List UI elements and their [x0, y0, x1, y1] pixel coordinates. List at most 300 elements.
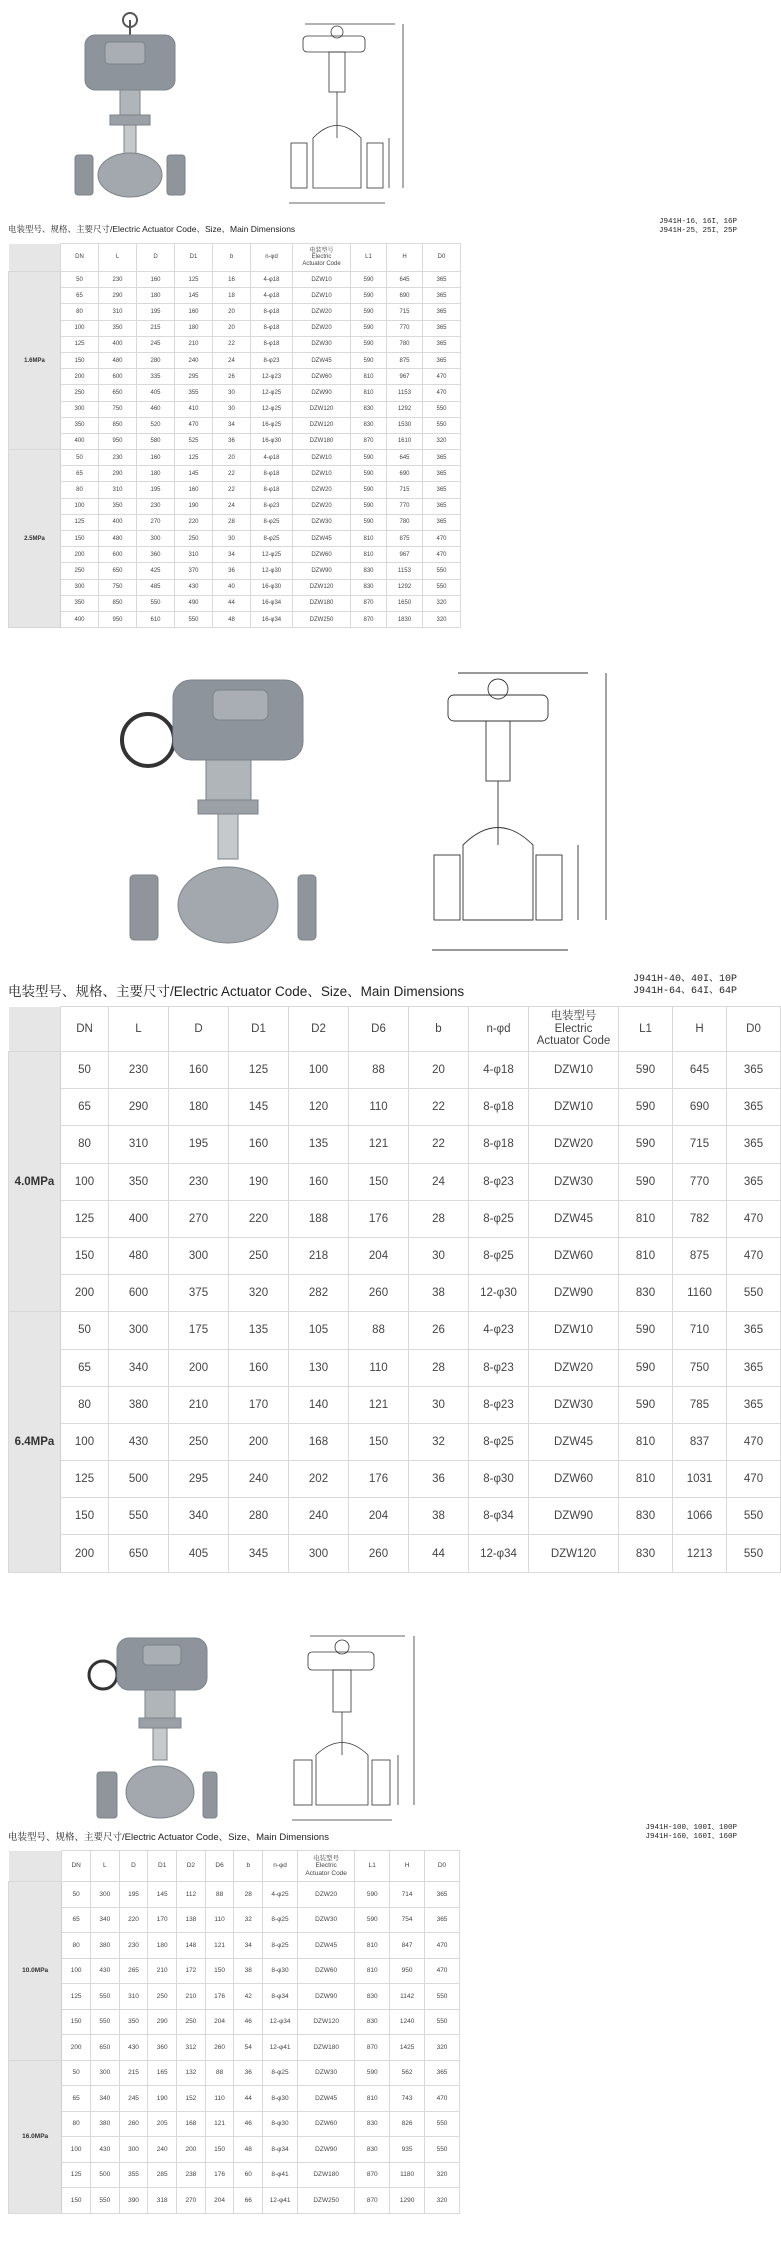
table-cell: 470: [727, 1461, 781, 1498]
table-cell: 967: [387, 369, 423, 385]
column-header-text: D: [131, 1862, 136, 1870]
table-row: [9, 304, 461, 320]
table-cell: 260: [349, 1535, 409, 1572]
table-cell: 88: [349, 1312, 409, 1349]
column-header-text: D2: [311, 1022, 326, 1035]
table-cell: 335: [137, 369, 175, 385]
table-cell: 50: [62, 1882, 91, 1908]
table-row: [9, 1237, 781, 1274]
table-row: [9, 1349, 781, 1386]
table-cell: 365: [423, 450, 461, 466]
table-cell: 50: [61, 272, 99, 288]
table-cell: 1530: [387, 417, 423, 433]
section-2: [0, 640, 764, 1600]
table-cell: 8-φ30: [263, 2111, 298, 2137]
table-cell: 425: [137, 563, 175, 579]
table-cell: 190: [148, 2086, 177, 2112]
table-cell: 230: [169, 1163, 229, 1200]
table-cell: 270: [177, 2188, 206, 2214]
table-cell: 48: [234, 2137, 263, 2163]
table-cell: 176: [205, 1984, 234, 2010]
table-cell: 32: [234, 1907, 263, 1933]
table-cell: 180: [175, 320, 213, 336]
table-cell: 830: [619, 1498, 673, 1535]
table-cell: 365: [727, 1386, 781, 1423]
table-cell: DZW30: [293, 336, 351, 352]
table-cell: DZW10: [529, 1052, 619, 1089]
table-cell: 46: [234, 2009, 263, 2035]
table-cell: DZW90: [529, 1275, 619, 1312]
table-cell: 30: [213, 531, 251, 547]
table-cell: 550: [423, 401, 461, 417]
column-header: [293, 244, 351, 272]
table-cell: 282: [289, 1275, 349, 1312]
table-cell: 480: [99, 352, 137, 368]
table-cell: 132: [177, 2060, 206, 2086]
column-header: [349, 1007, 409, 1052]
table-cell: 1160: [673, 1275, 727, 1312]
table-cell: 135: [289, 1126, 349, 1163]
table-cell: 22: [409, 1089, 469, 1126]
table-cell: 245: [137, 336, 175, 352]
table-row: [9, 595, 461, 611]
table-cell: 200: [229, 1423, 289, 1460]
table-cell: 550: [425, 2111, 460, 2137]
table-cell: 80: [61, 1386, 109, 1423]
valve-photo-icon: [89, 1638, 217, 1818]
table-cell: 600: [99, 369, 137, 385]
table-cell: 145: [148, 1882, 177, 1908]
table-cell: 810: [351, 547, 387, 563]
table-cell: 16-φ30: [251, 433, 293, 449]
table-cell: 485: [137, 579, 175, 595]
table-cell: DZW10: [293, 288, 351, 304]
table-cell: 140: [289, 1386, 349, 1423]
column-header: [619, 1007, 673, 1052]
table-row: [9, 1461, 781, 1498]
table-cell: 405: [169, 1535, 229, 1572]
column-header: [263, 1851, 298, 1882]
table-row: [9, 272, 461, 288]
table-cell: 743: [390, 2086, 425, 2112]
table-cell: 470: [425, 1958, 460, 1984]
column-header-text: H: [695, 1022, 704, 1035]
column-header: [177, 1851, 206, 1882]
table-cell: 310: [99, 304, 137, 320]
table-cell: 22: [213, 466, 251, 482]
table-cell: 550: [90, 1984, 119, 2010]
table-cell: 480: [99, 531, 137, 547]
table-cell: DZW10: [293, 272, 351, 288]
table-cell: 150: [61, 1498, 109, 1535]
table-cell: 950: [99, 611, 137, 627]
table-cell: 310: [109, 1126, 169, 1163]
table-cell: 202: [289, 1461, 349, 1498]
table-cell: DZW180: [293, 595, 351, 611]
table-row: [9, 336, 461, 352]
table-cell: 22: [409, 1126, 469, 1163]
table-cell: 200: [61, 369, 99, 385]
table-cell: 380: [90, 1933, 119, 1959]
table-cell: 312: [177, 2035, 206, 2061]
column-header-text: D0: [437, 254, 446, 261]
table-cell: DZW90: [529, 1498, 619, 1535]
table-row: [9, 1535, 781, 1572]
table-cell: 265: [119, 1958, 148, 1984]
table-cell: 176: [349, 1461, 409, 1498]
table-cell: 50: [61, 450, 99, 466]
table-cell: 714: [390, 1882, 425, 1908]
table-cell: 590: [351, 304, 387, 320]
column-header-text: H: [404, 1862, 410, 1870]
column-header: [234, 1851, 263, 1882]
table-cell: 400: [61, 433, 99, 449]
table-cell: 188: [289, 1200, 349, 1237]
column-header-text: Electric: [311, 254, 332, 261]
table-cell: 168: [177, 2111, 206, 2137]
column-header: [148, 1851, 177, 1882]
table-cell: 470: [425, 1933, 460, 1959]
table-cell: 28: [409, 1349, 469, 1386]
table-cell: 650: [99, 385, 137, 401]
table-cell: 250: [169, 1423, 229, 1460]
table-cell: 195: [119, 1882, 148, 1908]
table-cell: 34: [213, 547, 251, 563]
table-cell: 65: [61, 1349, 109, 1386]
table-cell: 160: [229, 1126, 289, 1163]
pressure-label: 4.0MPa: [9, 1052, 61, 1312]
table-cell: 110: [349, 1089, 409, 1126]
table-cell: 550: [425, 1984, 460, 2010]
column-header: [727, 1007, 781, 1052]
table-cell: 295: [169, 1461, 229, 1498]
table-header-row: [9, 244, 461, 272]
table-cell: 8-φ18: [251, 320, 293, 336]
table-cell: 830: [351, 417, 387, 433]
table-cell: 590: [619, 1386, 673, 1423]
table-cell: 240: [148, 2137, 177, 2163]
table-cell: DZW60: [293, 369, 351, 385]
table-cell: 8-φ25: [251, 514, 293, 530]
table-cell: 105: [289, 1312, 349, 1349]
spec-table-3: [8, 1850, 460, 2214]
column-header-text: Electric: [554, 1022, 593, 1035]
table-cell: 870: [355, 2035, 390, 2061]
table-cell: 8-φ41: [263, 2162, 298, 2188]
model-line: J941H-100、100I、100P: [645, 1824, 737, 1832]
valve-schematic-icon: [292, 1636, 414, 1820]
table-cell: 12-φ23: [251, 369, 293, 385]
table-cell: 935: [390, 2137, 425, 2163]
section-1-caption: 电装型号、规格、主要尺寸/Electric Actuator Code、Size、Main Dimensions: [8, 224, 296, 234]
table-cell: 250: [229, 1237, 289, 1274]
valve-schematic-icon: [289, 24, 403, 203]
table-cell: 8-φ25: [263, 2060, 298, 2086]
table-cell: 810: [351, 385, 387, 401]
table-cell: 50: [61, 1312, 109, 1349]
column-header: [387, 244, 423, 272]
column-header-text: D6: [215, 1862, 224, 1870]
table-cell: DZW180: [293, 433, 351, 449]
table-cell: 850: [99, 595, 137, 611]
table-cell: 54: [234, 2035, 263, 2061]
table-cell: 345: [229, 1535, 289, 1572]
table-cell: 150: [349, 1423, 409, 1460]
table-cell: 8-φ18: [469, 1089, 529, 1126]
table-cell: 20: [213, 304, 251, 320]
section-3-models: [645, 1824, 737, 1841]
table-cell: 100: [61, 1163, 109, 1200]
column-header-text: Electric: [315, 1862, 337, 1870]
table-row: [9, 1423, 781, 1460]
table-cell: 1180: [390, 2162, 425, 2188]
table-cell: 12-φ25: [251, 547, 293, 563]
column-header-text: L: [135, 1022, 142, 1035]
table-cell: 810: [351, 369, 387, 385]
column-header-text: DN: [71, 1862, 81, 1870]
column-header-text: 电装型号: [550, 1010, 597, 1023]
table-cell: 65: [61, 1089, 109, 1126]
table-cell: 350: [61, 417, 99, 433]
column-header: [213, 244, 251, 272]
table-cell: 88: [205, 2060, 234, 2086]
table-cell: 600: [99, 547, 137, 563]
table-cell: 65: [62, 2086, 91, 2112]
table-cell: 8-φ25: [469, 1200, 529, 1237]
table-cell: 300: [289, 1535, 349, 1572]
table-cell: 365: [425, 2060, 460, 2086]
table-cell: 8-φ25: [263, 1907, 298, 1933]
table-cell: 500: [90, 2162, 119, 2188]
table-cell: 48: [213, 611, 251, 627]
table-cell: 195: [169, 1126, 229, 1163]
table-cell: 8-φ30: [469, 1461, 529, 1498]
table-cell: 112: [177, 1882, 206, 1908]
table-cell: 8-φ18: [251, 466, 293, 482]
table-cell: 50: [62, 2060, 91, 2086]
table-cell: 250: [175, 531, 213, 547]
pressure-label: 1.6MPa: [9, 272, 61, 450]
table-cell: 470: [423, 385, 461, 401]
table-cell: 290: [109, 1089, 169, 1126]
table-cell: 8-φ30: [263, 1958, 298, 1984]
table-cell: 590: [619, 1349, 673, 1386]
table-cell: 36: [234, 2060, 263, 2086]
table-cell: 1425: [390, 2035, 425, 2061]
table-cell: 645: [387, 272, 423, 288]
table-cell: 365: [423, 336, 461, 352]
table-cell: 1066: [673, 1498, 727, 1535]
table-cell: 66: [234, 2188, 263, 2214]
table-cell: 590: [351, 450, 387, 466]
table-cell: 65: [61, 288, 99, 304]
table-cell: DZW45: [529, 1423, 619, 1460]
table-cell: DZW20: [529, 1126, 619, 1163]
table-cell: 12-φ30: [469, 1275, 529, 1312]
table-cell: 870: [355, 2162, 390, 2188]
pressure-label: 10.0MPa: [9, 1882, 62, 2061]
table-row: [9, 1052, 781, 1089]
table-cell: 470: [727, 1237, 781, 1274]
table-cell: 590: [351, 288, 387, 304]
table-cell: DZW60: [293, 547, 351, 563]
table-cell: 36: [213, 433, 251, 449]
table-cell: 340: [90, 2086, 119, 2112]
table-cell: 190: [229, 1163, 289, 1200]
table-cell: 30: [213, 401, 251, 417]
table-cell: 365: [727, 1089, 781, 1126]
table-cell: 590: [355, 1882, 390, 1908]
valve-photo-icon: [75, 13, 185, 197]
table-row: [9, 417, 461, 433]
column-header-text: 电装型号: [313, 1855, 340, 1863]
table-cell: 40: [213, 579, 251, 595]
table-cell: 950: [390, 1958, 425, 1984]
table-cell: 121: [205, 1933, 234, 1959]
table-cell: 160: [289, 1163, 349, 1200]
table-cell: 365: [423, 288, 461, 304]
table-cell: 8-φ30: [263, 2086, 298, 2112]
table-cell: 490: [175, 595, 213, 611]
table-row: [9, 1984, 460, 2010]
table-cell: 8-φ25: [251, 531, 293, 547]
table-cell: 750: [99, 401, 137, 417]
table-row: [9, 514, 461, 530]
table-cell: 360: [137, 547, 175, 563]
table-cell: 875: [387, 531, 423, 547]
column-header: [390, 1851, 425, 1882]
valve-schematic-icon: [432, 673, 606, 950]
column-header: [529, 1007, 619, 1052]
table-cell: 650: [99, 563, 137, 579]
table-cell: 100: [61, 1423, 109, 1460]
table-cell: DZW120: [293, 579, 351, 595]
table-cell: 470: [425, 2086, 460, 2112]
table-cell: 310: [175, 547, 213, 563]
table-cell: 470: [175, 417, 213, 433]
table-cell: 210: [175, 336, 213, 352]
table-cell: DZW250: [297, 2188, 354, 2214]
table-cell: 28: [234, 1882, 263, 1908]
table-cell: 1830: [387, 611, 423, 627]
table-cell: 12-φ41: [263, 2035, 298, 2061]
table-row: [9, 2009, 460, 2035]
table-cell: 350: [119, 2009, 148, 2035]
table-cell: 590: [351, 272, 387, 288]
table-cell: 80: [62, 2111, 91, 2137]
table-cell: 715: [387, 482, 423, 498]
table-cell: 220: [229, 1200, 289, 1237]
table-cell: 16-φ25: [251, 417, 293, 433]
table-cell: 30: [409, 1237, 469, 1274]
table-cell: 525: [175, 433, 213, 449]
table-cell: DZW20: [293, 320, 351, 336]
table-cell: DZW60: [297, 1958, 354, 1984]
column-header-text: D1: [251, 1022, 266, 1035]
table-cell: 30: [409, 1386, 469, 1423]
table-row: [9, 1275, 781, 1312]
table-cell: 65: [61, 466, 99, 482]
table-cell: 300: [137, 531, 175, 547]
table-cell: 320: [425, 2162, 460, 2188]
table-cell: 8-φ23: [251, 498, 293, 514]
table-cell: 470: [423, 547, 461, 563]
section-1-models: [659, 218, 737, 235]
table-cell: 750: [99, 579, 137, 595]
valve-photo-2: [118, 660, 318, 960]
table-cell: 340: [109, 1349, 169, 1386]
table-cell: DZW60: [529, 1461, 619, 1498]
column-header-text: Actuator Code: [305, 1869, 347, 1877]
table-cell: 600: [109, 1275, 169, 1312]
table-cell: 180: [137, 466, 175, 482]
table-cell: 590: [351, 482, 387, 498]
table-cell: 250: [61, 563, 99, 579]
table-cell: 8-φ25: [469, 1423, 529, 1460]
table-cell: 365: [423, 304, 461, 320]
table-cell: 180: [148, 1933, 177, 1959]
table-row: [9, 1933, 460, 1959]
table-cell: 8-φ25: [469, 1237, 529, 1274]
table-cell: 170: [148, 1907, 177, 1933]
table-cell: 320: [425, 2188, 460, 2214]
table-cell: 590: [351, 336, 387, 352]
table-cell: 38: [409, 1498, 469, 1535]
table-cell: 12-φ34: [469, 1535, 529, 1572]
table-cell: 28: [409, 1200, 469, 1237]
table-cell: 770: [387, 320, 423, 336]
table-cell: 1290: [390, 2188, 425, 2214]
table-cell: 150: [61, 531, 99, 547]
table-cell: 22: [213, 482, 251, 498]
model-line: J941H-40、40I、10P: [632, 974, 737, 985]
table-cell: 400: [99, 336, 137, 352]
table-cell: 810: [355, 2086, 390, 2112]
table-cell: 950: [99, 433, 137, 449]
table-cell: 100: [62, 2137, 91, 2163]
table-cell: 88: [205, 1882, 234, 1908]
table-cell: DZW45: [293, 531, 351, 547]
table-cell: DZW20: [293, 304, 351, 320]
table-row: [9, 2111, 460, 2137]
table-cell: 100: [61, 320, 99, 336]
table-cell: 168: [289, 1423, 349, 1460]
table-cell: 1610: [387, 433, 423, 449]
table-cell: 125: [175, 450, 213, 466]
table-cell: 380: [109, 1386, 169, 1423]
table-cell: 150: [205, 2137, 234, 2163]
table-cell: 847: [390, 1933, 425, 1959]
table-cell: 550: [423, 579, 461, 595]
table-cell: DZW45: [529, 1200, 619, 1237]
table-row: [9, 466, 461, 482]
table-cell: 230: [99, 450, 137, 466]
table-cell: 195: [137, 304, 175, 320]
table-cell: 300: [90, 1882, 119, 1908]
table-cell: 100: [289, 1052, 349, 1089]
table-cell: 230: [137, 498, 175, 514]
table-cell: 125: [62, 2162, 91, 2188]
table-cell: 200: [62, 2035, 91, 2061]
table-cell: DZW120: [293, 401, 351, 417]
table-cell: 152: [177, 2086, 206, 2112]
table-cell: 46: [234, 2111, 263, 2137]
table-cell: 200: [177, 2137, 206, 2163]
table-cell: 365: [727, 1052, 781, 1089]
table-cell: 430: [175, 579, 213, 595]
table-cell: 125: [61, 336, 99, 352]
table-cell: 200: [61, 1275, 109, 1312]
